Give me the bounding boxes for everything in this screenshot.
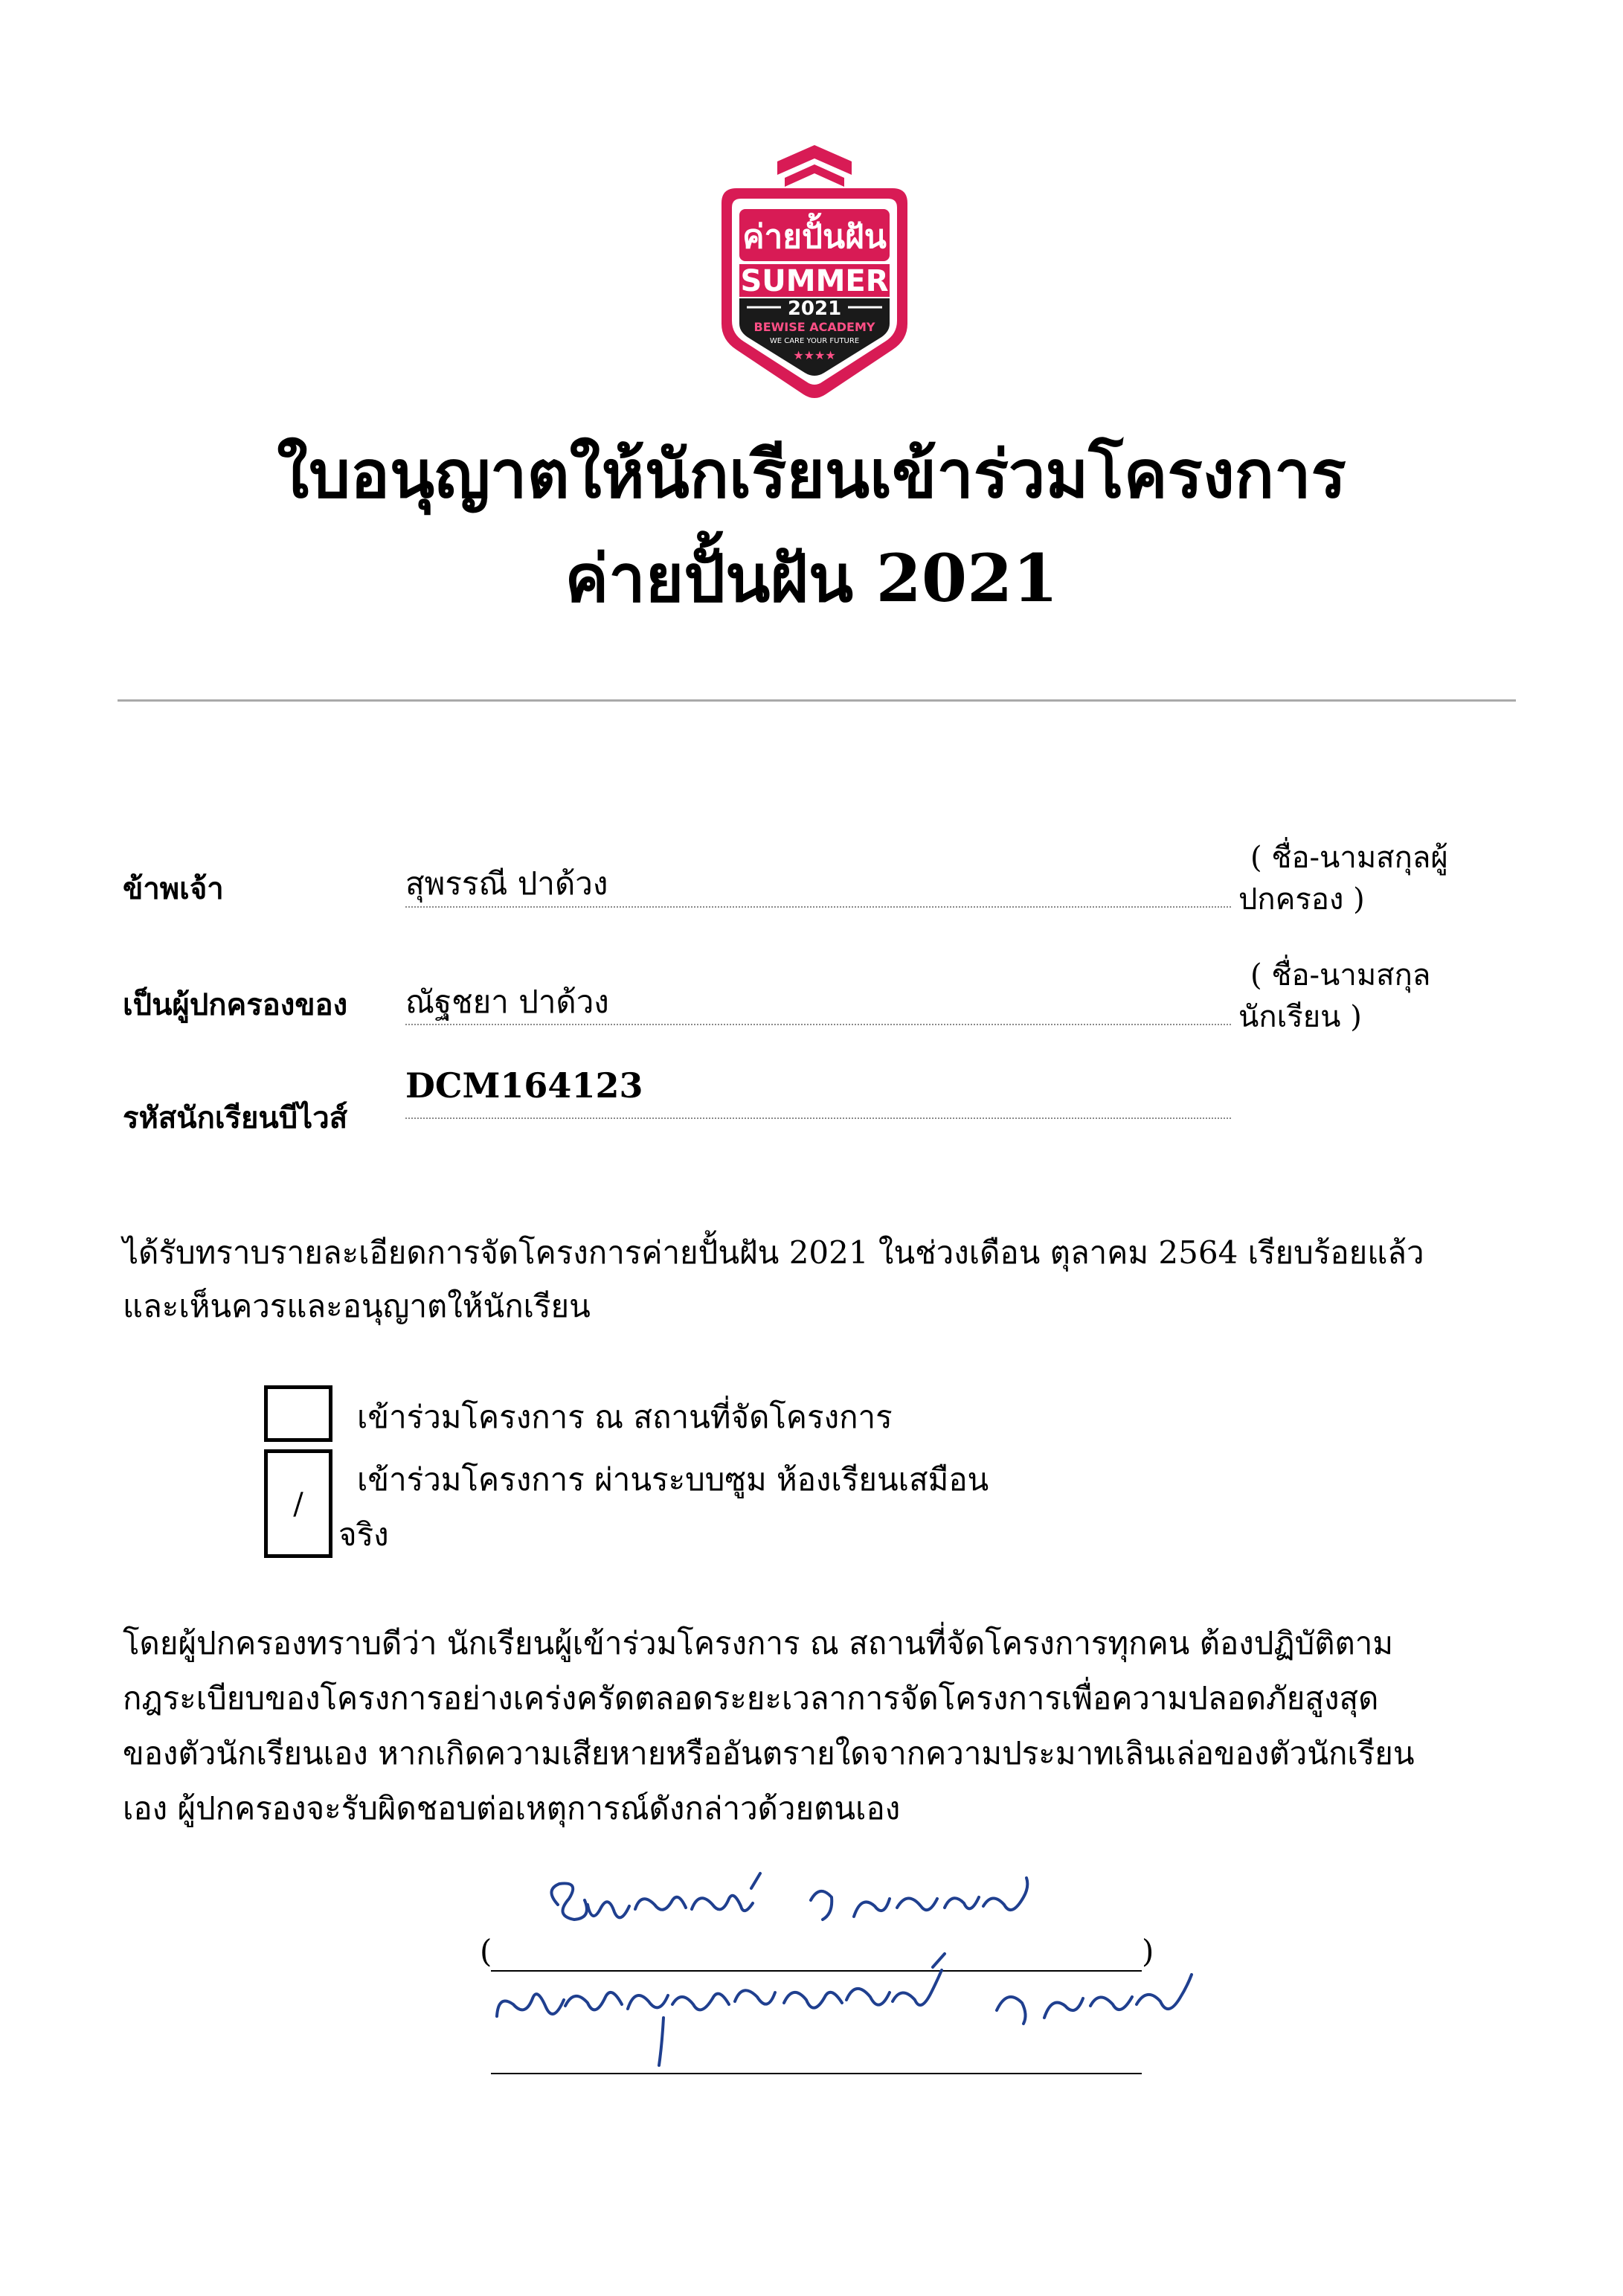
student-label: เป็นผู้ปกครองของ — [123, 987, 348, 1022]
zoom-option-label-line2: จริง — [338, 1516, 389, 1553]
terms-line2: กฎระเบียบของโครงการอย่างเคร่งครัดตลอดระยะเวลาการจัดโครงการเพื่อความปลอดภัยสูงสุด — [123, 1680, 1379, 1716]
page-title-line1: ใบอนุญาตให้นักเรียนเข้าร่วมโครงการ — [277, 435, 1346, 513]
terms-paragraph — [123, 1616, 1521, 1836]
terms-line4: เอง ผู้ปกครองจะรับผิดชอบต่อเหตุการณ์ดังกล่าวด้วยตนเอง — [123, 1790, 901, 1827]
guardian-name-value[interactable]: สุพรรณี ปาด้วง — [405, 865, 608, 902]
page-title-line2: ค่ายปั้นฝัน 2021 — [565, 539, 1058, 617]
logo-thai-text: ค่ายปั้นฝัน — [742, 218, 887, 256]
onsite-option-label: เข้าร่วมโครงการ ณ สถานที่จัดโครงการ — [357, 1399, 893, 1435]
guardian-note-line1: ( ชื่อ-นามสกุลผู้ — [1250, 841, 1448, 875]
student-note-line2: นักเรียน ) — [1238, 1000, 1362, 1034]
student-id-label: รหัสนักเรียนบีไวส์ — [123, 1100, 348, 1135]
logo-academy-text: BEWISE ACADEMY — [753, 320, 875, 334]
signature-close-paren: ) — [1142, 1933, 1154, 1969]
acknowledgement-line1: ได้รับทราบรายละเอียดการจัดโครงการค่ายปั้นฝัน 2021 ในช่วงเดือน ตุลาคม 2564 เรียบร้อยแล้ว — [123, 1234, 1424, 1271]
logo-summer-text: SUMMER — [740, 264, 889, 298]
camp-logo — [707, 145, 922, 405]
zoom-checkbox-mark: / — [293, 1487, 303, 1521]
logo-year-text: 2021 — [787, 298, 842, 320]
student-id-line — [405, 1117, 1231, 1119]
handwritten-signature — [476, 1845, 1294, 2128]
guardian-label: ข้าพเจ้า — [123, 871, 224, 906]
student-id-value[interactable]: DCM164123 — [405, 1065, 643, 1106]
guardian-note-line2: ปกครอง ) — [1238, 882, 1365, 917]
signature-open-paren: ( — [480, 1933, 492, 1969]
zoom-option-label-line1: เข้าร่วมโครงการ ผ่านระบบซูม ห้องเรียนเสมือน — [357, 1461, 989, 1498]
acknowledgement-line2: และเห็นควรและอนุญาตให้นักเรียน — [123, 1288, 591, 1324]
terms-line3: ของตัวนักเรียนเอง หากเกิดความเสียหายหรืออันตรายใดจากความประมาทเลินเล่อของตัวนักเรียน — [123, 1735, 1415, 1771]
logo-tagline-text: WE CARE YOUR FUTURE — [769, 337, 860, 345]
student-name-value[interactable]: ณัฐชยา ปาด้วง — [405, 984, 609, 1020]
title-divider — [118, 699, 1516, 702]
guardian-note — [1238, 837, 1506, 920]
guardian-name-line — [405, 906, 1231, 908]
logo-stars-icon: ★★★★ — [793, 348, 836, 362]
student-note — [1238, 955, 1506, 1038]
terms-line1: โดยผู้ปกครองทราบดีว่า นักเรียนผู้เข้าร่วมโครงการ ณ สถานที่จัดโครงการทุกคน ต้องปฏิบัติตาม — [123, 1625, 1394, 1661]
onsite-checkbox[interactable] — [264, 1385, 332, 1442]
student-note-line1: ( ชื่อ-นามสกุล — [1250, 958, 1431, 993]
zoom-checkbox[interactable] — [264, 1449, 332, 1558]
student-name-line — [405, 1024, 1231, 1025]
acknowledgement-paragraph — [123, 1226, 1521, 1333]
